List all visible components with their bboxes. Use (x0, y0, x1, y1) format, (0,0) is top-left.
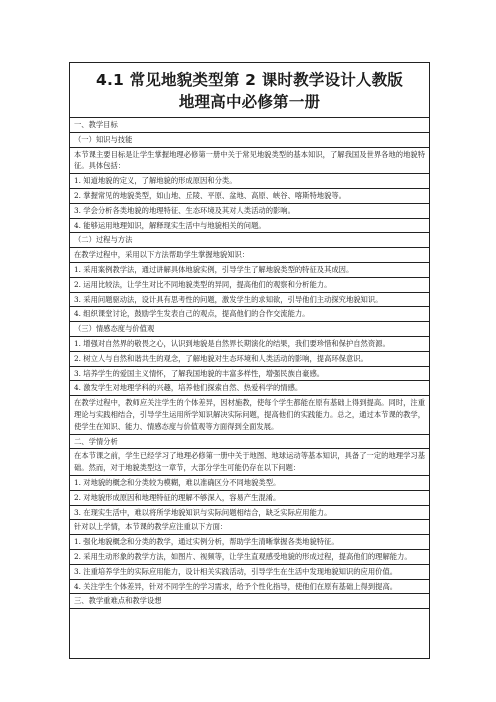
list-item: 4. 激发学生对地理学科的兴趣，培养他们探索自然、热爱科学的情感。 (70, 381, 429, 396)
list-item: 2. 对地貌形成原因和地理特征的理解不够深入，容易产生混淆。 (70, 491, 429, 506)
list-item: 2. 掌握常见的地貌类型，如山地、丘陵、平原、盆地、高原、峡谷、喀斯特地貌等。 (70, 189, 429, 204)
list-item: 2. 采用生动形象的教学方法，如图片、视频等，让学生直观感受地貌的形成过程，提高他们的理解能力。 (70, 550, 429, 565)
subsection-heading: （一）知识与技能 (70, 133, 429, 148)
list-item: 4. 能够运用地理知识，解释现实生活中与地貌相关的问题。 (70, 219, 429, 234)
list-item: 3. 在现实生活中，难以将所学地貌知识与实际问题相结合，缺乏实际应用能力。 (70, 506, 429, 521)
paragraph: 针对以上学情，本节课的教学应注重以下方面： (70, 520, 429, 535)
document-table (69, 62, 430, 659)
list-item: 1. 对地貌的概念和分类较为模糊，难以准确区分不同地貌类型。 (70, 476, 429, 491)
list-item: 3. 采用问题驱动法，设计具有思考性的问题，激发学生的求知欲，引导他们主动探究地貌知识。 (70, 293, 429, 308)
title-cell (70, 63, 429, 118)
paragraph: 在本节课之前，学生已经学习了地理必修第一册中关于地图、地球运动等基本知识，具备了一定的地理学习基础。然而，对于地貌类型这一章节，大部分学生可能仍存在以下问题： (70, 449, 429, 476)
paragraph: 在教学过程中，教师应关注学生的个体差异，因材施教，使每个学生都能在原有基础上得到提高。同时，注重理论与实践相结合，引导学生运用所学知识解决实际问题，提高他们的实践能力。总之，通过本节课的教学，使学生在知识、能力、情感态度与价值观等方面得到全面发展。 (70, 396, 429, 434)
document-title-line-2: 地理高中必修第一册 (178, 93, 321, 111)
list-item: 3. 培养学生的爱国主义情怀，了解我国地貌的丰富多样性，增强民族自豪感。 (70, 367, 429, 382)
empty-content-cell (70, 609, 429, 658)
subsection-heading: （二）过程与方法 (70, 233, 429, 248)
list-item: 4. 组织课堂讨论，鼓励学生发表自己的观点，提高他们的合作交流能力。 (70, 307, 429, 322)
list-item: 2. 树立人与自然和谐共生的观念，了解地貌对生态环境和人类活动的影响，提高环保意识。 (70, 352, 429, 367)
document-title-line-1: 4.1 常见地貌类型第 2 课时教学设计人教版 (95, 71, 404, 89)
list-item: 3. 注重培养学生的实际应用能力，设计相关实践活动，引导学生在生活中发现地貌知识的应用价值。 (70, 565, 429, 580)
list-item: 1. 增强对自然界的敬畏之心，认识到地貌是自然界长期演化的结果，我们要珍惜和保护自然资源。 (70, 337, 429, 352)
list-item: 1. 采用案例教学法，通过讲解具体地貌实例，引导学生了解地貌类型的特征及其成因。 (70, 263, 429, 278)
section-heading: 一、教学目标 (70, 118, 429, 133)
section-heading: 二、学情分析 (70, 435, 429, 450)
list-item: 3. 学会分析各类地貌的地理特征、生态环境及其对人类活动的影响。 (70, 204, 429, 219)
list-item: 4. 关注学生个体差异，针对不同学生的学习需求，给予个性化指导，使他们在原有基础上得到提高。 (70, 580, 429, 595)
list-item: 2. 运用比较法，让学生对比不同地貌类型的异同，提高他们的观察和分析能力。 (70, 278, 429, 293)
list-item: 1. 知道地貌的定义，了解地貌的形成原因和分类。 (70, 174, 429, 189)
subsection-heading: （三）情感态度与价值观 (70, 322, 429, 337)
paragraph: 在教学过程中，采用以下方法帮助学生掌握地貌知识： (70, 248, 429, 263)
list-item: 1. 强化地貌概念和分类的教学，通过实例分析，帮助学生清晰掌握各类地貌特征。 (70, 535, 429, 550)
paragraph: 本节课主要目标是让学生掌握地理必修第一册中关于常见地貌类型的基本知识，了解我国及世界各地的地貌特征。具体包括： (70, 148, 429, 175)
section-heading: 三、教学重难点和教学设想 (70, 594, 429, 609)
